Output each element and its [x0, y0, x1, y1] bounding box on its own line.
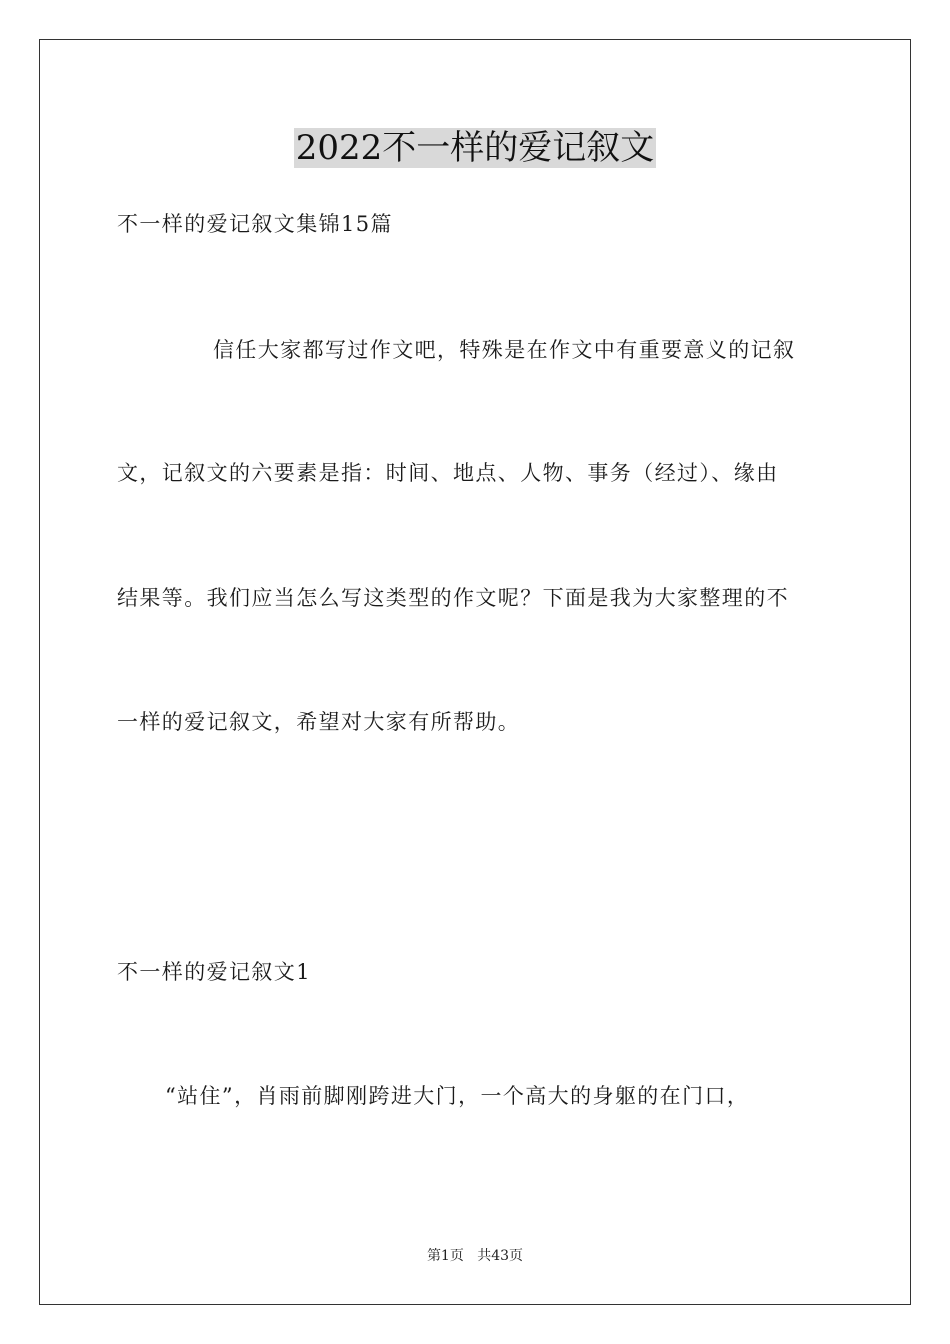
- document-title: 2022不一样的爱记叙文: [295, 128, 655, 168]
- page-footer: [0, 1247, 950, 1265]
- title-container: [0, 128, 950, 168]
- page-number: 第1页: [426, 1248, 464, 1264]
- document-subtitle: 不一样的爱记叙文集锦15篇: [117, 212, 393, 236]
- section-heading: 不一样的爱记叙文1: [117, 960, 311, 984]
- page-total: 共43页: [477, 1248, 524, 1264]
- intro-line-1: 信任大家都写过作文吧，特殊是在作文中有重要意义的记叙: [213, 338, 796, 362]
- body-line-1: “站住”，肖雨前脚刚跨进大门，一个高大的身躯的在门口，: [165, 1084, 750, 1108]
- intro-line-3: 结果等。我们应当怎么写这类型的作文呢？下面是我为大家整理的不: [117, 586, 789, 610]
- intro-line-4: 一样的爱记叙文，希望对大家有所帮助。: [117, 710, 521, 734]
- intro-line-2: 文，记叙文的六要素是指：时间、地点、人物、事务（经过）、缘由: [117, 461, 779, 485]
